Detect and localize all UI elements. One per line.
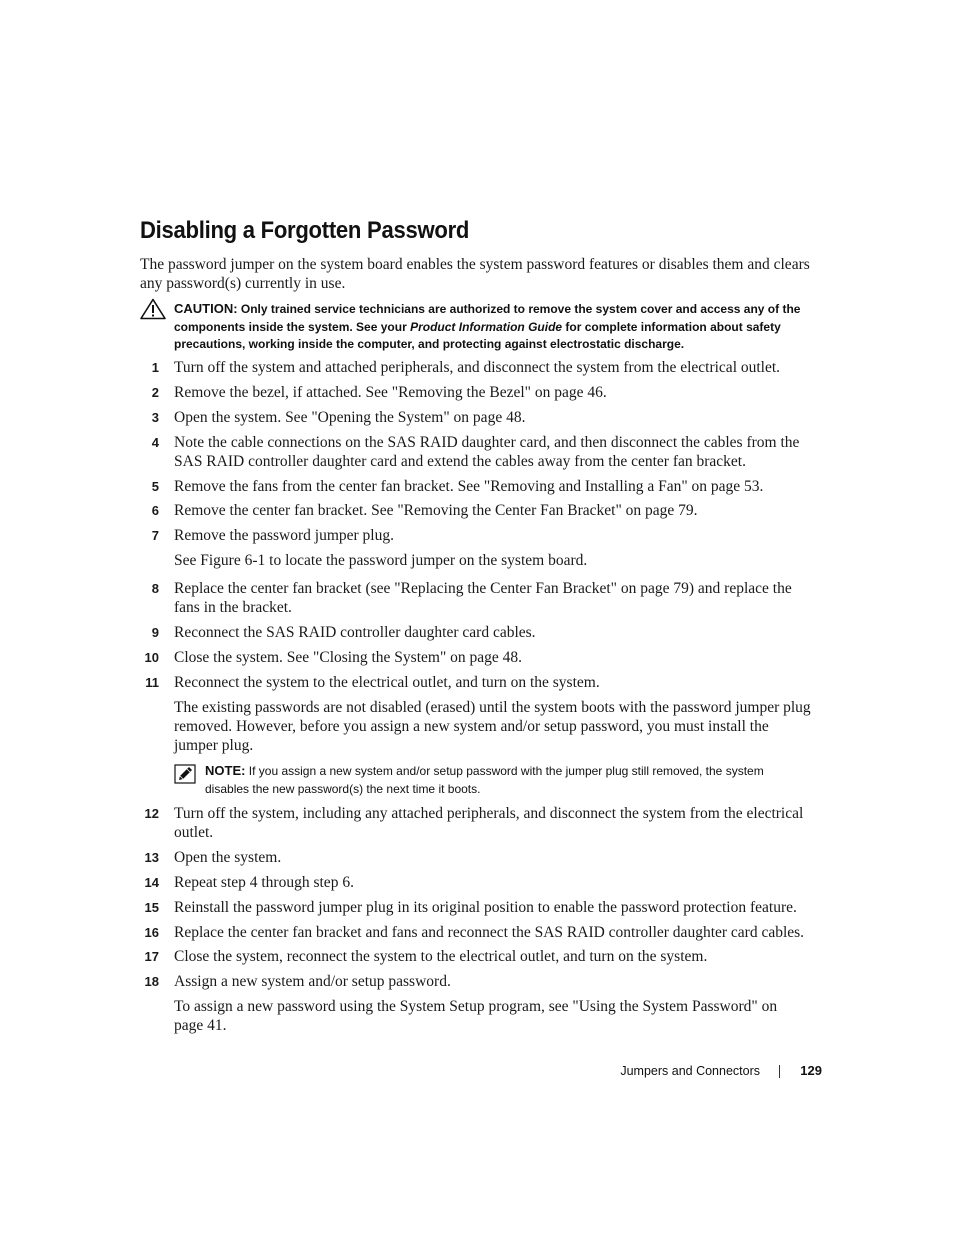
- step-number: 7: [151, 528, 159, 543]
- step-text: Note the cable connections on the SAS RAID daughter card, and then disconnect the cables from the SAS RAID controller daughter card and extend the cables away from the center fan bracket.: [174, 434, 800, 470]
- step-text: Close the system. See "Closing the System" on page 48.: [174, 649, 523, 666]
- caution-text-after: for complete information about safety precautions, working inside the computer, and protecting against electrostatic discharge.: [174, 319, 781, 351]
- step-18-detail: To assign a new password using the System Setup program, see "Using the System Password" on page 41.: [174, 998, 778, 1034]
- warning-triangle-icon: [140, 298, 166, 320]
- footer-section-title: Jumpers and Connectors: [620, 1064, 760, 1078]
- step-text: Reinstall the password jumper plug in its original position to enable the password protection feature.: [174, 899, 797, 916]
- caution-guide-title: Product Information Guide: [410, 319, 563, 334]
- step-number: 3: [151, 410, 159, 425]
- step-text: Remove the password jumper plug.: [174, 527, 394, 544]
- caution-text: [174, 300, 810, 354]
- step-text: Replace the center fan bracket (see "Replacing the Center Fan Bracket" on page 79) and replace the fans in the bracket.: [174, 580, 792, 616]
- step-text: Reconnect the system to the electrical outlet, and turn on the system.: [174, 674, 600, 691]
- step-number: 10: [144, 650, 159, 665]
- step-number: 5: [151, 479, 159, 494]
- step-number: 4: [151, 435, 159, 450]
- step-text: Remove the center fan bracket. See "Removing the Center Fan Bracket" on page 79.: [174, 502, 698, 519]
- caution-label: CAUTION:: [174, 301, 238, 316]
- step-number: 14: [144, 875, 159, 890]
- step-number: 18: [144, 974, 159, 989]
- step-number: 8: [151, 581, 159, 596]
- step-text: Turn off the system, including any attached peripherals, and disconnect the system from the electrical outlet.: [174, 805, 804, 841]
- step-text: Repeat step 4 through step 6.: [174, 874, 354, 891]
- step-number: 17: [144, 949, 159, 964]
- intro-paragraph: The password jumper on the system board enables the system password features or disables them and clears any password(s) currently in use.: [140, 256, 810, 292]
- step-number: 9: [151, 625, 159, 640]
- step-number: 16: [144, 925, 159, 940]
- note-label: NOTE:: [205, 763, 246, 778]
- pencil-note-icon: [174, 764, 196, 784]
- step-number: 12: [144, 806, 159, 821]
- step-text: Remove the bezel, if attached. See "Removing the Bezel" on page 46.: [174, 384, 607, 401]
- footer-divider: [779, 1065, 780, 1078]
- step-text: Turn off the system and attached peripherals, and disconnect the system from the electrical outlet.: [174, 359, 781, 376]
- page-number: 129: [800, 1063, 822, 1078]
- note-body: If you assign a new system and/or setup password with the jumper plug still removed, the system disables the new password(s) the next time it boots.: [205, 764, 764, 796]
- step-11-detail: The existing passwords are not disabled (erased) until the system boots with the password jumper plug removed. However, before you assign a new system and/or setup password, you must install the jumper plug.: [174, 699, 811, 754]
- step-number: 1: [151, 360, 159, 375]
- step-text: Close the system, reconnect the system to the electrical outlet, and turn on the system.: [174, 948, 708, 965]
- step-text: Remove the fans from the center fan bracket. See "Removing and Installing a Fan" on page 53.: [174, 478, 764, 495]
- step-number: 11: [145, 675, 159, 690]
- note-text: [205, 762, 805, 798]
- step-number: 2: [151, 385, 159, 400]
- step-number: 6: [151, 503, 159, 518]
- step-text: Assign a new system and/or setup password.: [174, 973, 451, 990]
- step-text: Open the system.: [174, 849, 282, 866]
- step-number: 13: [144, 850, 159, 865]
- page-title: Disabling a Forgotten Password: [140, 217, 470, 244]
- caution-text-before: Only trained service technicians are authorized to remove the system cover and access any of the components inside the system. See your: [174, 302, 801, 334]
- page-footer: [560, 1062, 822, 1080]
- step-text: Reconnect the SAS RAID controller daughter card cables.: [174, 624, 536, 641]
- step-7-detail: See Figure 6-1 to locate the password jumper on the system board.: [174, 552, 588, 569]
- step-number: 15: [144, 900, 159, 915]
- step-text: Open the system. See "Opening the System" on page 48.: [174, 409, 526, 426]
- step-text: Replace the center fan bracket and fans and reconnect the SAS RAID controller daughter card cables.: [174, 924, 805, 941]
